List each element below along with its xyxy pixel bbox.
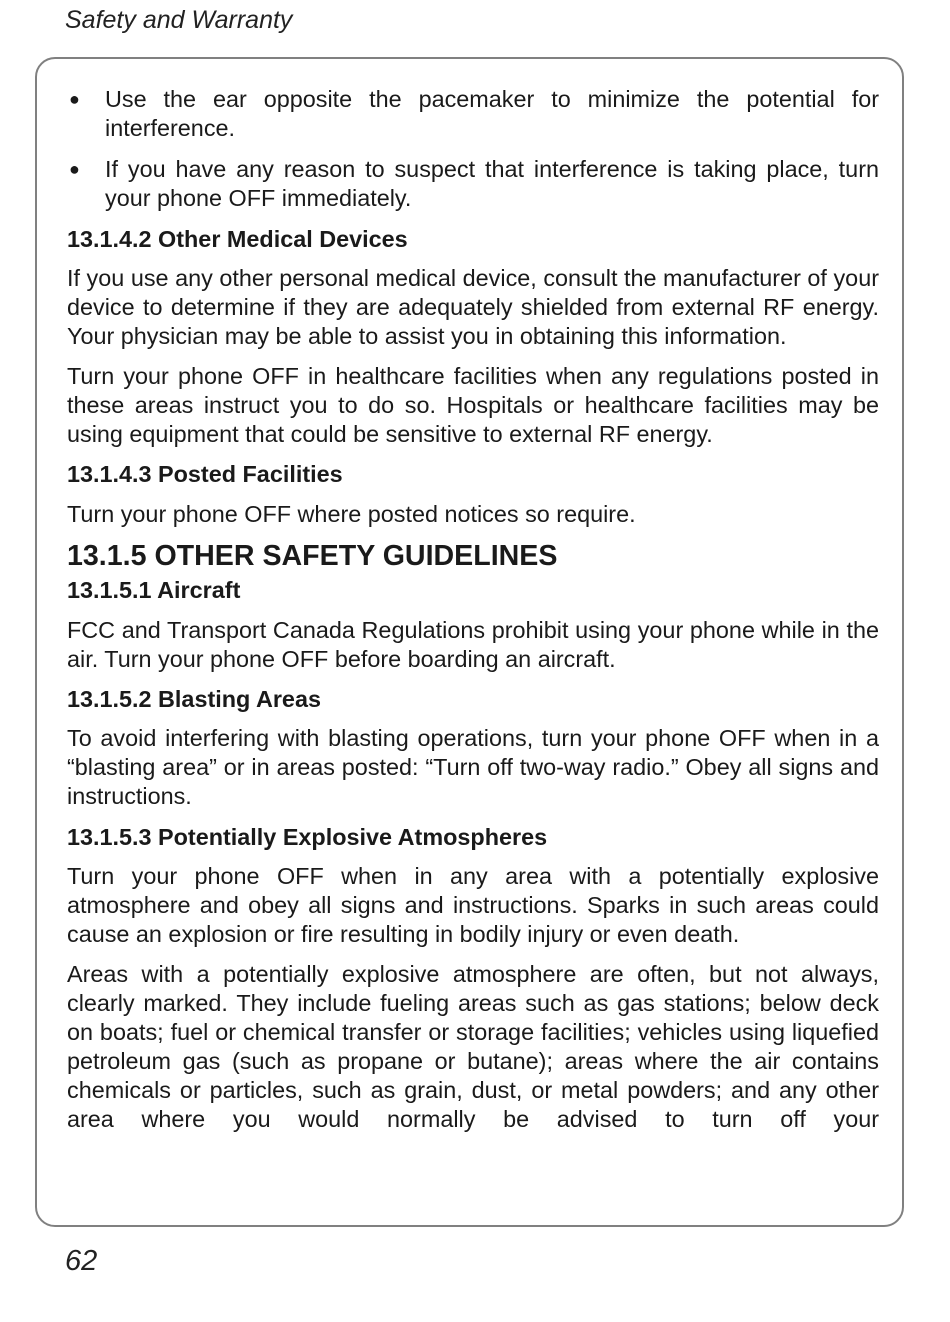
heading-other-medical-devices: 13.1.4.2 Other Medical Devices [67,225,408,252]
content-frame [35,57,904,1227]
paragraph: To avoid interfering with blasting operations, turn your phone OFF when in a “blasting area” or in areas posted: “Turn off two-way radio.” Obey all signs and instructions. [67,725,879,810]
bullet-text: Use the ear opposite the pacemaker to minimize the potential for interference. [105,86,879,141]
paragraph: If you use any other personal medical device, consult the manufacturer of your device to determine if they are adequately shielded from external RF energy. Your physician may be able to assist you in obtaining this information. [67,265,879,349]
bullet-dot-icon: ● [69,89,80,109]
paragraph: Turn your phone OFF where posted notices so require. [67,500,636,527]
bullet-list [67,85,879,213]
running-header: Safety and Warranty [65,6,293,34]
section-title-other-safety-guidelines: 13.1.5 OTHER SAFETY GUIDELINES [67,540,558,573]
paragraph: Turn your phone OFF when in any area with a potentially explosive atmosphere and obey all signs and instructions. Sparks in such areas could cause an explosion or fire resulting in bodily injury or even death. [67,863,879,947]
bullet-text: If you have any reason to suspect that interference is taking place, turn your phone OFF immediately. [105,155,879,211]
heading-explosive-atmospheres: 13.1.5.3 Potentially Explosive Atmospheres [67,823,548,850]
page-number: 62 [65,1245,98,1277]
heading-blasting-areas: 13.1.5.2 Blasting Areas [67,686,321,712]
paragraph: FCC and Transport Canada Regulations prohibit using your phone while in the air. Turn your phone OFF before boarding an aircraft. [67,616,879,672]
page-body [67,85,879,1145]
heading-aircraft: 13.1.5.1 Aircraft [67,577,241,604]
bullet-item [67,85,879,143]
bullet-dot-icon: ● [69,158,80,179]
heading-posted-facilities: 13.1.4.3 Posted Facilities [67,461,343,488]
bullet-item [67,155,879,213]
paragraph: Areas with a potentially explosive atmosphere are often, but not always, clearly marked. They include fueling areas such as gas stations; below deck on boats; fuel or chemical transfer or storage facilities; vehicles using liquefied petroleum gas (such as propane or butane); areas where the air contains chemicals or particles, such as grain, dust, or metal powders; and any other area where you would normally be advised to turn off your [67,961,879,1132]
paragraph: Turn your phone OFF in healthcare facilities when any regulations posted in these areas instruct you to do so. Hospitals or healthcare facilities may be using equipment that could be sensitive to external RF energy. [67,363,879,448]
